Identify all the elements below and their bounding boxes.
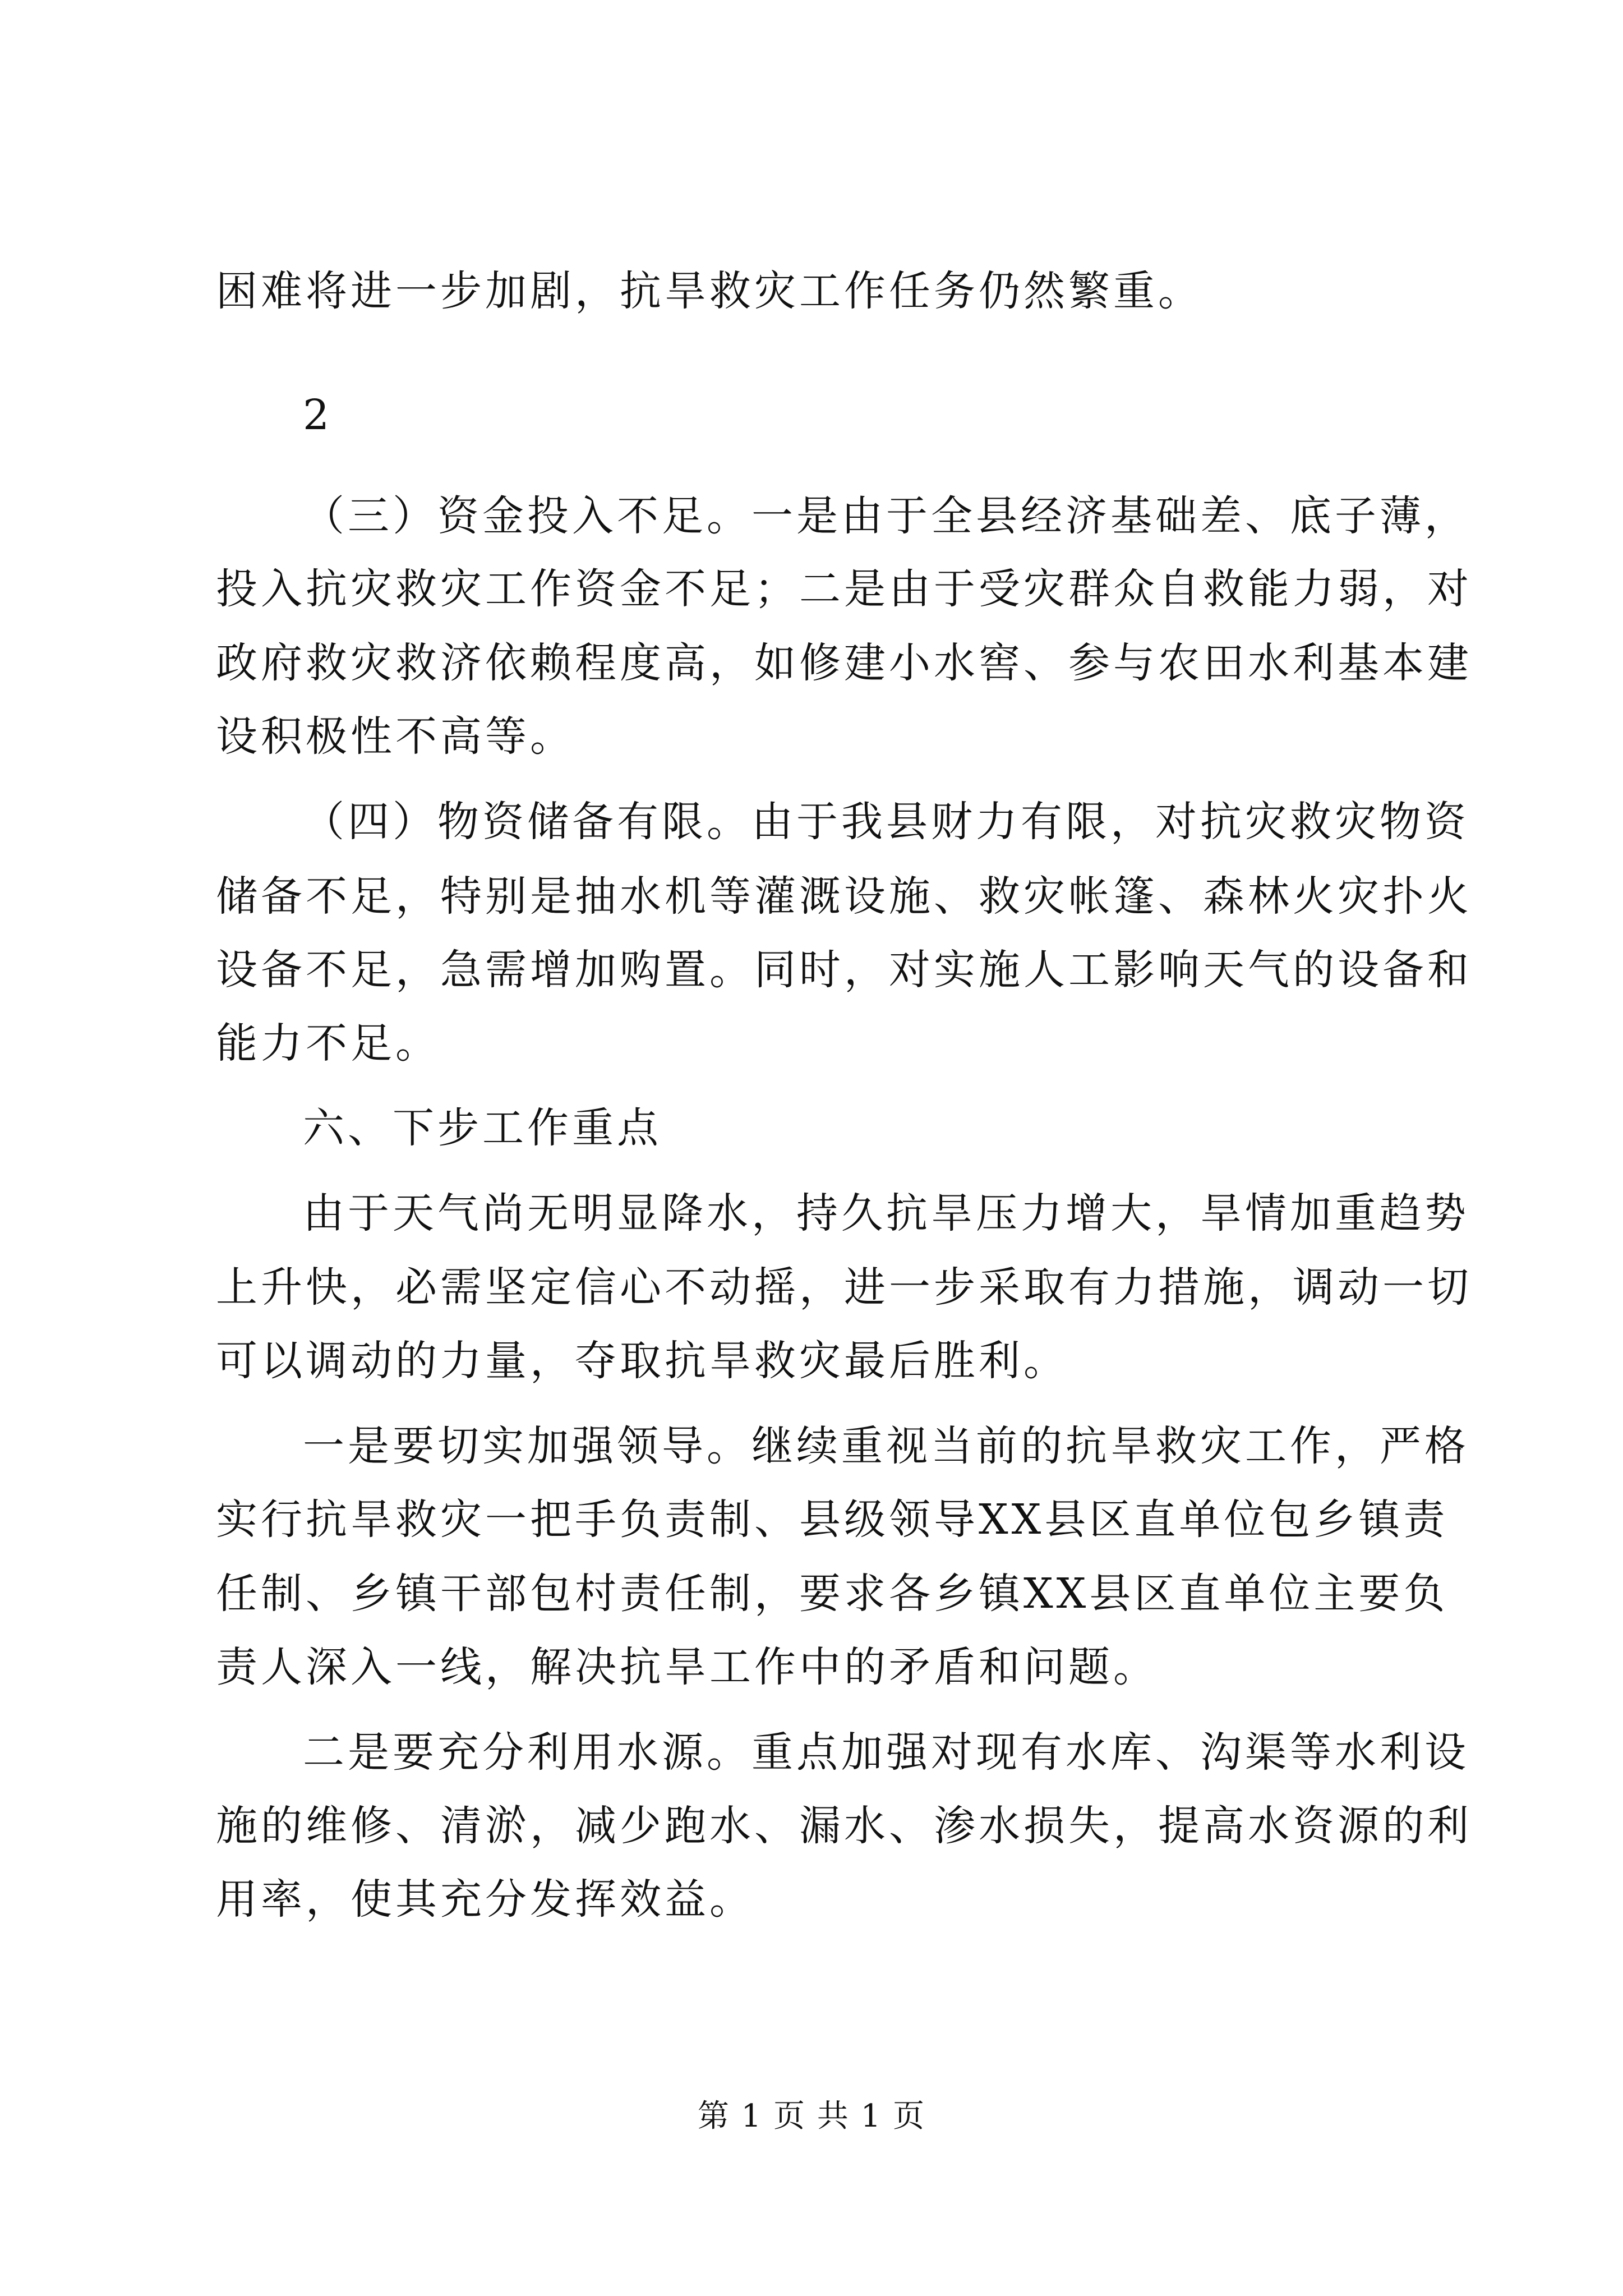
text-line-8: 储备不足，特别是抽水机等灌溉设施、救灾帐篷、森林火灾扑火 [216,872,1472,921]
text-line-14: 可以调动的力量，夺取抗旱救灾最后胜利。 [216,1337,1068,1385]
page-number-marker: 2 [303,391,333,439]
text-line-19: 二是要充分利用水源。重点加强对现有水库、沟渠等水利设 [303,1728,1469,1777]
text-line-20: 施的维修、清淤，减少跑水、漏水、渗水损失，提高水资源的利 [216,1802,1472,1850]
section-heading: 六、下步工作重点 [303,1104,662,1152]
text-line-21: 用率，使其充分发挥效益。 [216,1875,754,1924]
text-line-15: 一是要切实加强领导。继续重视当前的抗旱救灾工作，严格 [303,1422,1469,1470]
text-line-18: 责人深入一线，解决抗旱工作中的矛盾和问题。 [216,1643,1158,1691]
text-line-5: 政府救灾救济依赖程度高，如修建小水窖、参与农田水利基本建 [216,639,1472,687]
text-line-3: （三）资金投入不足。一是由于全县经济基础差、底子薄， [303,492,1469,540]
text-line-1: 困难将进一步加剧，抗旱救灾工作任务仍然繁重。 [216,267,1203,315]
text-line-12: 由于天气尚无明显降水，持久抗旱压力增大，旱情加重趋势 [303,1189,1469,1237]
page-footer: 第 1 页 共 1 页 [697,2098,926,2134]
text-line-17: 任制、乡镇干部包村责任制，要求各乡镇XX县区直单位主要负 [216,1570,1449,1618]
text-line-9: 设备不足，急需增加购置。同时，对实施人工影响天气的设备和 [216,946,1472,994]
text-line-13: 上升快，必需坚定信心不动摇，进一步采取有力措施，调动一切 [216,1263,1472,1312]
text-line-16: 实行抗旱救灾一把手负责制、县级领导XX县区直单位包乡镇责 [216,1496,1449,1544]
text-line-7: （四）物资储备有限。由于我县财力有限，对抗灾救灾物资 [303,798,1469,846]
text-line-6: 设积极性不高等。 [216,712,575,761]
text-line-10: 能力不足。 [216,1019,440,1068]
text-line-4: 投入抗灾救灾工作资金不足；二是由于受灾群众自救能力弱，对 [216,565,1472,613]
